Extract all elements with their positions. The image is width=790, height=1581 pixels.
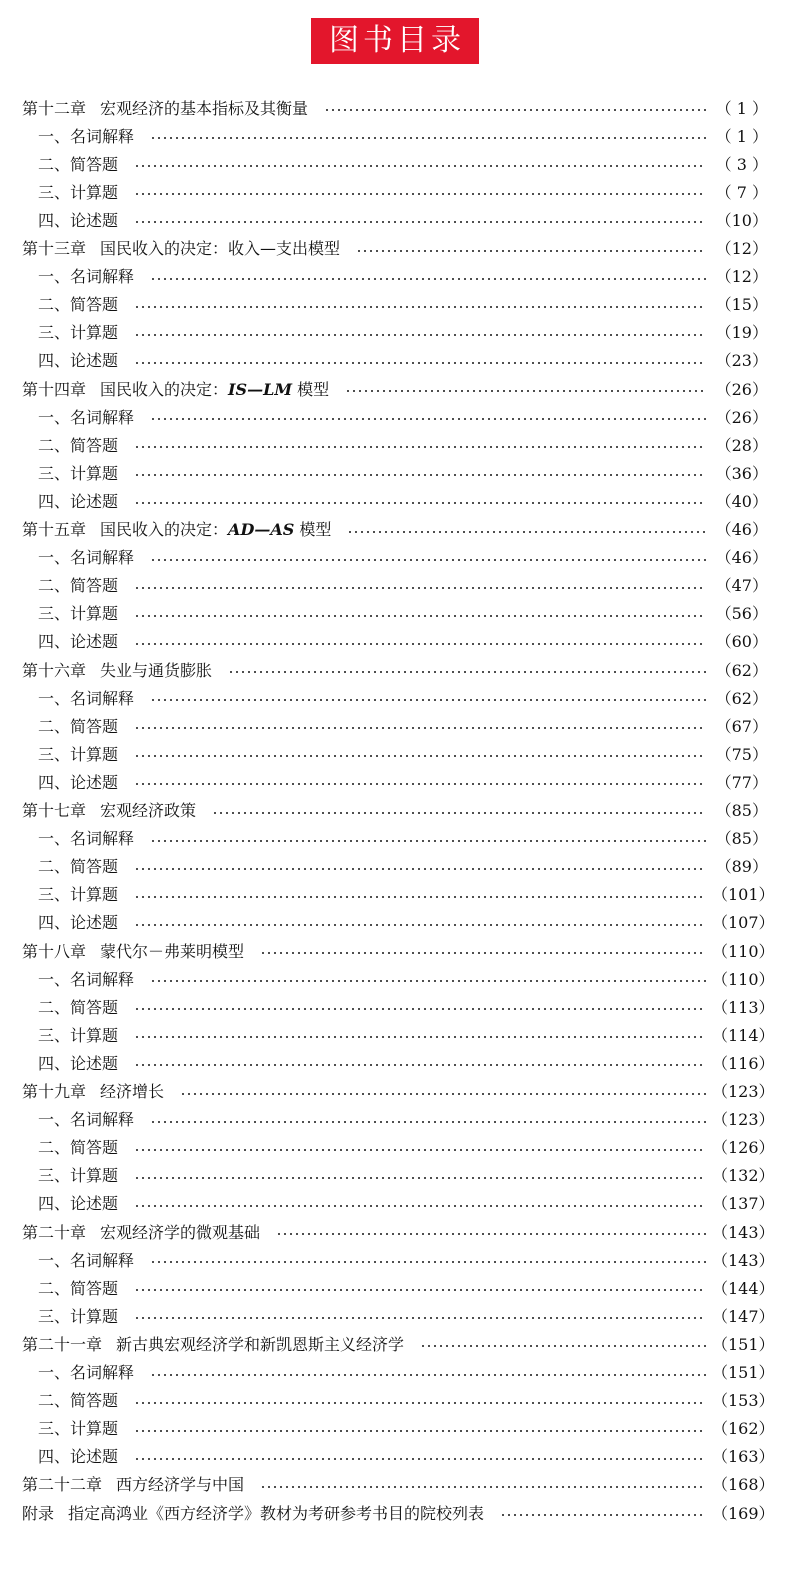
section-title: 三、计算题 — [38, 604, 119, 624]
page-number: （26） — [715, 407, 768, 427]
chapter-number: 第十六章 — [22, 660, 87, 680]
toc-section-row[interactable] — [38, 121, 768, 149]
section-title: 四、论述题 — [38, 210, 119, 230]
dot-leader — [134, 1458, 706, 1460]
dot-leader — [150, 278, 706, 280]
toc-chapter-row[interactable] — [22, 1470, 775, 1498]
dot-leader — [150, 840, 706, 842]
toc-section-row[interactable] — [38, 486, 768, 514]
section-title: 三、计算题 — [38, 1025, 119, 1045]
dot-leader — [134, 1402, 706, 1404]
dot-leader — [134, 1317, 706, 1319]
toc-section-row[interactable] — [38, 1273, 775, 1301]
toc-section-row[interactable] — [38, 402, 768, 430]
dot-leader — [150, 559, 706, 561]
page-number: （ 1 ） — [715, 126, 768, 146]
page-title: 图书目录 — [311, 18, 479, 64]
page-number: （169） — [712, 1503, 775, 1523]
toc-section-row[interactable] — [38, 571, 768, 599]
dot-leader — [134, 727, 706, 729]
page-number: （62） — [715, 660, 768, 680]
toc-section-row[interactable] — [38, 627, 768, 655]
chapter-number: 第十七章 — [22, 801, 87, 820]
toc-section-row[interactable] — [38, 1105, 775, 1133]
dot-leader — [260, 1486, 706, 1488]
toc-section-row[interactable] — [38, 262, 768, 290]
page-number: （12） — [715, 239, 768, 258]
section-title: 一、名词解释 — [38, 126, 135, 146]
toc-chapter-row[interactable] — [22, 515, 768, 543]
dot-leader — [228, 671, 706, 673]
section-title: 四、论述题 — [38, 772, 119, 792]
toc-section-row[interactable] — [38, 543, 768, 571]
section-title: 二、简答题 — [38, 857, 119, 877]
page-number: （62） — [715, 688, 768, 708]
page-number: （77） — [715, 772, 768, 792]
chapter-title: 第二十二章 西方经济学与中国 — [22, 1475, 245, 1495]
page-number: （162） — [712, 1419, 775, 1439]
toc-chapter-row[interactable] — [22, 1329, 775, 1357]
dot-leader — [150, 418, 706, 420]
page-number: （126） — [712, 1138, 775, 1158]
section-title: 三、计算题 — [38, 1166, 119, 1186]
page-number: （147） — [712, 1306, 775, 1326]
toc-section-row[interactable] — [38, 458, 768, 486]
page-number: （75） — [715, 744, 768, 764]
toc-chapter-row[interactable] — [22, 1498, 775, 1526]
section-title: 四、论述题 — [38, 491, 119, 511]
dot-leader — [212, 812, 706, 814]
section-title: 四、论述题 — [38, 1194, 119, 1214]
dot-leader — [134, 334, 706, 336]
page-number: （137） — [712, 1194, 775, 1214]
section-title: 一、名词解释 — [38, 1363, 135, 1382]
page-number: （28） — [715, 435, 768, 455]
section-title: 二、简答题 — [38, 997, 119, 1017]
page-number: （47） — [715, 576, 768, 596]
toc-section-row[interactable] — [38, 290, 768, 318]
toc-section-row[interactable] — [38, 964, 775, 992]
dot-leader — [134, 1008, 706, 1010]
toc-chapter-row[interactable] — [22, 374, 768, 402]
toc-section-row[interactable] — [38, 1442, 775, 1470]
toc-section-row[interactable] — [38, 205, 768, 233]
toc-chapter-row[interactable] — [22, 93, 768, 121]
toc-section-row[interactable] — [38, 1414, 775, 1442]
page-number: （151） — [712, 1334, 775, 1354]
dot-leader — [345, 390, 706, 392]
chapter-number: 附录 — [22, 1503, 55, 1523]
section-title: 三、计算题 — [38, 182, 119, 202]
dot-leader — [134, 502, 706, 504]
section-title: 一、名词解释 — [38, 688, 135, 708]
chapter-number: 第十八章 — [22, 941, 87, 961]
section-title: 四、论述题 — [38, 913, 119, 933]
toc-section-row[interactable] — [38, 908, 775, 936]
section-title: 二、简答题 — [38, 1391, 119, 1411]
dot-leader — [276, 1233, 706, 1235]
dot-leader — [500, 1514, 706, 1516]
page-number: （85） — [715, 829, 768, 849]
title-banner — [0, 18, 790, 64]
section-title: 一、名词解释 — [38, 969, 135, 989]
chapter-title: 第十二章 宏观经济的基本指标及其衡量 — [22, 98, 309, 118]
toc-chapter-row[interactable] — [22, 655, 768, 683]
section-title: 二、简答题 — [38, 1138, 119, 1158]
toc-section-row[interactable] — [38, 992, 775, 1020]
page-number: （163） — [712, 1447, 775, 1467]
toc-section-row[interactable] — [38, 711, 768, 739]
toc-chapter-row[interactable] — [22, 936, 775, 964]
toc-section-row[interactable] — [38, 767, 768, 795]
section-title: 三、计算题 — [38, 885, 119, 905]
toc-chapter-row[interactable] — [22, 1217, 775, 1245]
chapter-title: 第十六章 失业与通货膨胀 — [22, 660, 213, 680]
dot-leader — [134, 193, 706, 195]
chapter-title: 第十三章 国民收入的决定：收入—支出模型 — [22, 239, 341, 258]
section-title: 二、简答题 — [38, 295, 119, 315]
toc-section-row[interactable] — [38, 739, 768, 767]
section-title: 四、论述题 — [38, 1053, 119, 1073]
toc-section-row[interactable] — [38, 852, 768, 880]
dot-leader — [134, 868, 706, 870]
section-title: 三、计算题 — [38, 744, 119, 764]
page-number: （19） — [715, 323, 768, 343]
page-number: （ 7 ） — [715, 182, 768, 202]
toc-section-row[interactable] — [38, 1301, 775, 1329]
toc-section-row[interactable] — [38, 1133, 775, 1161]
page-number: （46） — [715, 520, 768, 539]
dot-leader — [150, 980, 706, 982]
page-number: （ 3 ） — [715, 154, 768, 174]
dot-leader — [150, 1121, 706, 1123]
page-number: （89） — [715, 857, 768, 877]
chapter-number: 第二十二章 — [22, 1475, 103, 1495]
dot-leader — [180, 1093, 706, 1095]
toc-section-row[interactable] — [38, 149, 768, 177]
section-title: 一、名词解释 — [38, 548, 135, 568]
dot-leader — [260, 952, 706, 954]
toc-section-row[interactable] — [38, 1161, 775, 1189]
dot-leader — [134, 1430, 706, 1432]
chapter-title: 第十五章 国民收入的决定：AD—AS 模型 — [22, 520, 332, 539]
dot-leader — [134, 924, 706, 926]
dot-leader — [134, 165, 706, 167]
chapter-number: 第十三章 — [22, 239, 87, 258]
toc-section-row[interactable] — [38, 1358, 775, 1386]
dot-leader — [134, 1036, 706, 1038]
dot-leader — [134, 221, 706, 223]
dot-leader — [134, 896, 706, 898]
section-title: 四、论述题 — [38, 351, 119, 371]
section-title: 三、计算题 — [38, 323, 119, 343]
toc-section-row[interactable] — [38, 683, 768, 711]
page-number: （40） — [715, 491, 768, 511]
dot-leader — [347, 531, 706, 533]
toc-section-row[interactable] — [38, 1386, 775, 1414]
dot-leader — [134, 306, 706, 308]
chapter-number: 第十九章 — [22, 1082, 87, 1101]
section-title: 三、计算题 — [38, 1419, 119, 1439]
page-number: （56） — [715, 604, 768, 624]
dot-leader — [150, 1261, 706, 1263]
page-number: （143） — [712, 1250, 775, 1270]
toc-chapter-row[interactable] — [22, 1077, 775, 1105]
page-number: （23） — [715, 351, 768, 371]
toc-section-row[interactable] — [38, 599, 768, 627]
chapter-title: 第二十章 宏观经济学的微观基础 — [22, 1222, 261, 1242]
page-number: （123） — [712, 1082, 775, 1101]
page-number: （114） — [712, 1025, 775, 1045]
page-number: （110） — [712, 969, 775, 989]
dot-leader — [356, 250, 706, 252]
section-title: 二、简答题 — [38, 716, 119, 736]
page-number: （36） — [715, 463, 768, 483]
section-title: 一、名词解释 — [38, 1110, 135, 1130]
page-number: （168） — [712, 1475, 775, 1495]
page-number: （153） — [712, 1391, 775, 1411]
page-number: （101） — [712, 885, 775, 905]
dot-leader — [150, 1374, 706, 1376]
toc-section-row[interactable] — [38, 1245, 775, 1273]
page-number: （113） — [712, 997, 775, 1017]
section-title: 一、名词解释 — [38, 407, 135, 427]
dot-leader — [134, 587, 706, 589]
section-title: 四、论述题 — [38, 632, 119, 652]
dot-leader — [150, 137, 706, 139]
toc-section-row[interactable] — [38, 430, 768, 458]
chapter-number: 第十五章 — [22, 520, 87, 539]
dot-leader — [420, 1345, 706, 1347]
toc-section-row[interactable] — [38, 880, 775, 908]
chapter-number: 第十二章 — [22, 98, 87, 118]
dot-leader — [134, 1289, 706, 1291]
page-number: （46） — [715, 548, 768, 568]
section-title: 三、计算题 — [38, 463, 119, 483]
dot-leader — [134, 1064, 706, 1066]
page-number: （151） — [712, 1363, 775, 1382]
page-number: （110） — [712, 941, 775, 961]
chapter-title: 第十八章 蒙代尔－弗莱明模型 — [22, 941, 245, 961]
section-title: 二、简答题 — [38, 576, 119, 596]
toc-section-row[interactable] — [38, 1020, 775, 1048]
page-number: （132） — [712, 1166, 775, 1186]
toc-section-row[interactable] — [38, 177, 768, 205]
section-title: 二、简答题 — [38, 1278, 119, 1298]
chapter-title: 第十七章 宏观经济政策 — [22, 801, 197, 820]
section-title: 四、论述题 — [38, 1447, 119, 1467]
page-number: （12） — [715, 267, 768, 287]
dot-leader — [134, 755, 706, 757]
chapter-title: 附录 指定高鸿业《西方经济学》教材为考研参考书目的院校列表 — [22, 1503, 485, 1523]
dot-leader — [324, 109, 706, 111]
dot-leader — [134, 643, 706, 645]
toc-section-row[interactable] — [38, 346, 768, 374]
dot-leader — [134, 1177, 706, 1179]
dot-leader — [134, 615, 706, 617]
dot-leader — [150, 699, 706, 701]
toc-section-row[interactable] — [38, 318, 768, 346]
chapter-title: 第十九章 经济增长 — [22, 1082, 165, 1101]
page-number: （144） — [712, 1278, 775, 1298]
page-number: （67） — [715, 716, 768, 736]
page-number: （143） — [712, 1222, 775, 1242]
chapter-number: 第十四章 — [22, 379, 87, 399]
section-title: 一、名词解释 — [38, 1250, 135, 1270]
page-number: （60） — [715, 632, 768, 652]
toc-chapter-row[interactable] — [22, 234, 768, 262]
dot-leader — [134, 446, 706, 448]
section-title: 一、名词解释 — [38, 267, 135, 287]
toc-section-row[interactable] — [38, 824, 768, 852]
dot-leader — [134, 1149, 706, 1151]
page-number: （123） — [712, 1110, 775, 1130]
toc-section-row[interactable] — [38, 1048, 775, 1076]
chapter-number: 第二十章 — [22, 1222, 87, 1242]
page-number: （ 1 ） — [715, 98, 768, 118]
dot-leader — [134, 783, 706, 785]
page-number: （26） — [715, 379, 768, 399]
dot-leader — [134, 362, 706, 364]
page-number: （10） — [715, 210, 768, 230]
chapter-number: 第二十一章 — [22, 1334, 103, 1354]
page-number: （116） — [712, 1053, 775, 1073]
dot-leader — [134, 1205, 706, 1207]
chapter-title: 第二十一章 新古典宏观经济学和新凯恩斯主义经济学 — [22, 1334, 405, 1354]
dot-leader — [134, 474, 706, 476]
toc-chapter-row[interactable] — [22, 796, 768, 824]
page-number: （85） — [715, 801, 768, 820]
chapter-title: 第十四章 国民收入的决定：IS—LM 模型 — [22, 379, 330, 399]
section-title: 二、简答题 — [38, 154, 119, 174]
section-title: 二、简答题 — [38, 435, 119, 455]
page-number: （107） — [712, 913, 775, 933]
section-title: 一、名词解释 — [38, 829, 135, 849]
page-number: （15） — [715, 295, 768, 315]
section-title: 三、计算题 — [38, 1306, 119, 1326]
toc-section-row[interactable] — [38, 1189, 775, 1217]
